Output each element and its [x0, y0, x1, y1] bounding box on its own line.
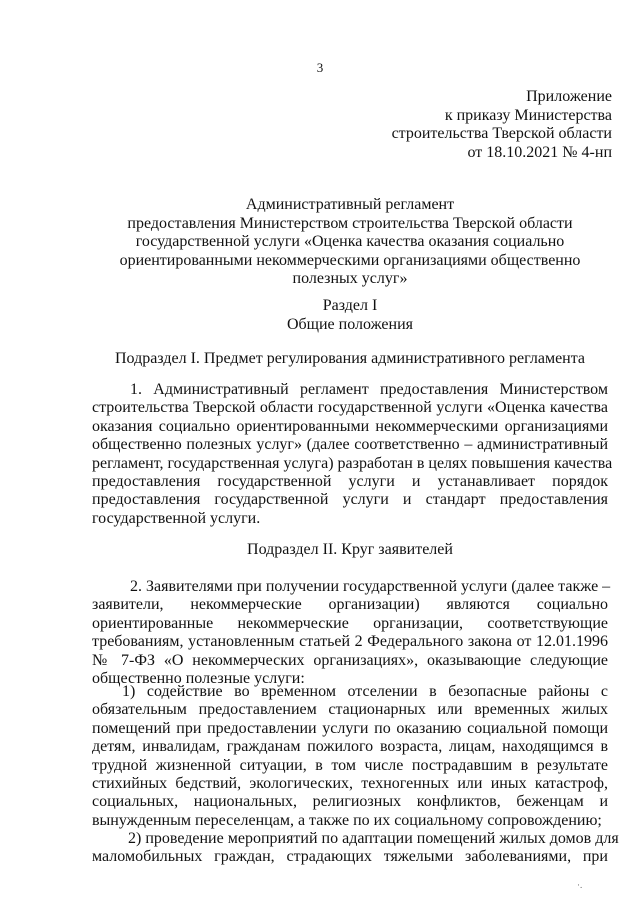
- section-number: Раздел I: [322, 297, 378, 314]
- paragraph-2: [92, 578, 611, 688]
- paragraph-line: трудной жизненной ситуации, в том числе пострадавшим в результате: [92, 756, 608, 774]
- paragraph-line: предоставления государственной услуги и устанавливает порядок: [92, 473, 608, 491]
- page-number: 3: [316, 60, 324, 75]
- appendix-block: [312, 88, 612, 162]
- paragraph-line: государственной услуги.: [92, 509, 261, 527]
- appendix-line: от 18.10.2021 № 4-нп: [467, 143, 612, 161]
- paragraph-line: стихийных бедствий, экологических, техногенных или иных катастроф,: [92, 775, 608, 793]
- section-name: Общие положения: [286, 315, 414, 333]
- paragraph-line: 2) проведение мероприятий по адаптации помещений жилых домов для: [128, 830, 619, 847]
- paragraph-line: общественно полезных услуг» (далее соответственно – административный: [92, 436, 608, 454]
- title-line: Административный регламент: [245, 196, 455, 213]
- document-title: [92, 196, 608, 289]
- paragraph-line: предоставления государственной услуги и стандарт предоставления: [92, 491, 608, 509]
- paragraph-line: социальных, национальных, религиозных конфликтов, беженцам и: [92, 793, 608, 811]
- title-line: государственной услуги «Оценка качества оказания социально: [135, 233, 565, 250]
- title-line: полезных услуг»: [292, 270, 408, 287]
- paragraph-line: 1. Административный регламент предоставления Министерством: [130, 381, 608, 398]
- paragraph-line: оказания социально ориентированными некоммерческими организациями: [92, 417, 608, 435]
- paragraph-line: маломобильных граждан, страдающих тяжелыми заболеваниями, при: [92, 848, 608, 866]
- paragraph-line: обязательным предоставлением стационарных или временных жилых: [92, 701, 608, 719]
- paragraph-line: заявители, некоммерческие организации) являются социально: [92, 596, 608, 614]
- subsection-heading-1: Подраздел I. Предмет регулирования административного регламента: [114, 350, 586, 367]
- paragraph-line: ориентированные некоммерческие организации, соответствующие: [92, 614, 608, 632]
- paragraph-4: [92, 830, 619, 867]
- section-heading: [92, 297, 608, 334]
- paragraph-line: № 7-ФЗ «О некоммерческих организациях», оказывающие следующие: [92, 651, 608, 669]
- title-line: предоставления Министерством строительства Тверской области: [127, 214, 573, 232]
- paragraph-line: 1) содействие во временном отселении в безопасные районы с: [122, 683, 608, 700]
- paragraph-line: требованиям, установленным статьей 2 Федерального закона от 12.01.1996: [92, 633, 608, 651]
- paragraph-line: общественно полезные услуги:: [92, 670, 305, 688]
- appendix-line: к приказу Министерства: [444, 106, 612, 124]
- title-line: ориентированными некоммерческими организациями общественно: [119, 251, 581, 269]
- paragraph-1: [92, 381, 613, 528]
- paragraph-3: [92, 683, 608, 830]
- subsection-heading-2: Подраздел II. Круг заявителей: [247, 541, 453, 558]
- paragraph-line: помещений при предоставлении услуги по оказанию социальной помощи: [92, 719, 608, 737]
- paragraph-line: 2. Заявителями при получении государственной услуги (далее также –: [130, 578, 611, 595]
- paragraph-line: строительства Тверской области государственной услуги «Оценка качества: [92, 399, 608, 417]
- appendix-line: Приложение: [526, 88, 612, 105]
- scan-artifact: ·.: [577, 880, 583, 890]
- paragraph-line: вынужденным переселенцам, а также по их социальному сопровождению;: [92, 811, 602, 829]
- paragraph-line: детям, инвалидам, гражданам пожилого возраста, лицам, находящимся в: [92, 738, 608, 756]
- paragraph-line: регламент, государственная услуга) разработан в целях повышения качества: [92, 454, 613, 472]
- appendix-line: строительства Тверской области: [391, 125, 612, 142]
